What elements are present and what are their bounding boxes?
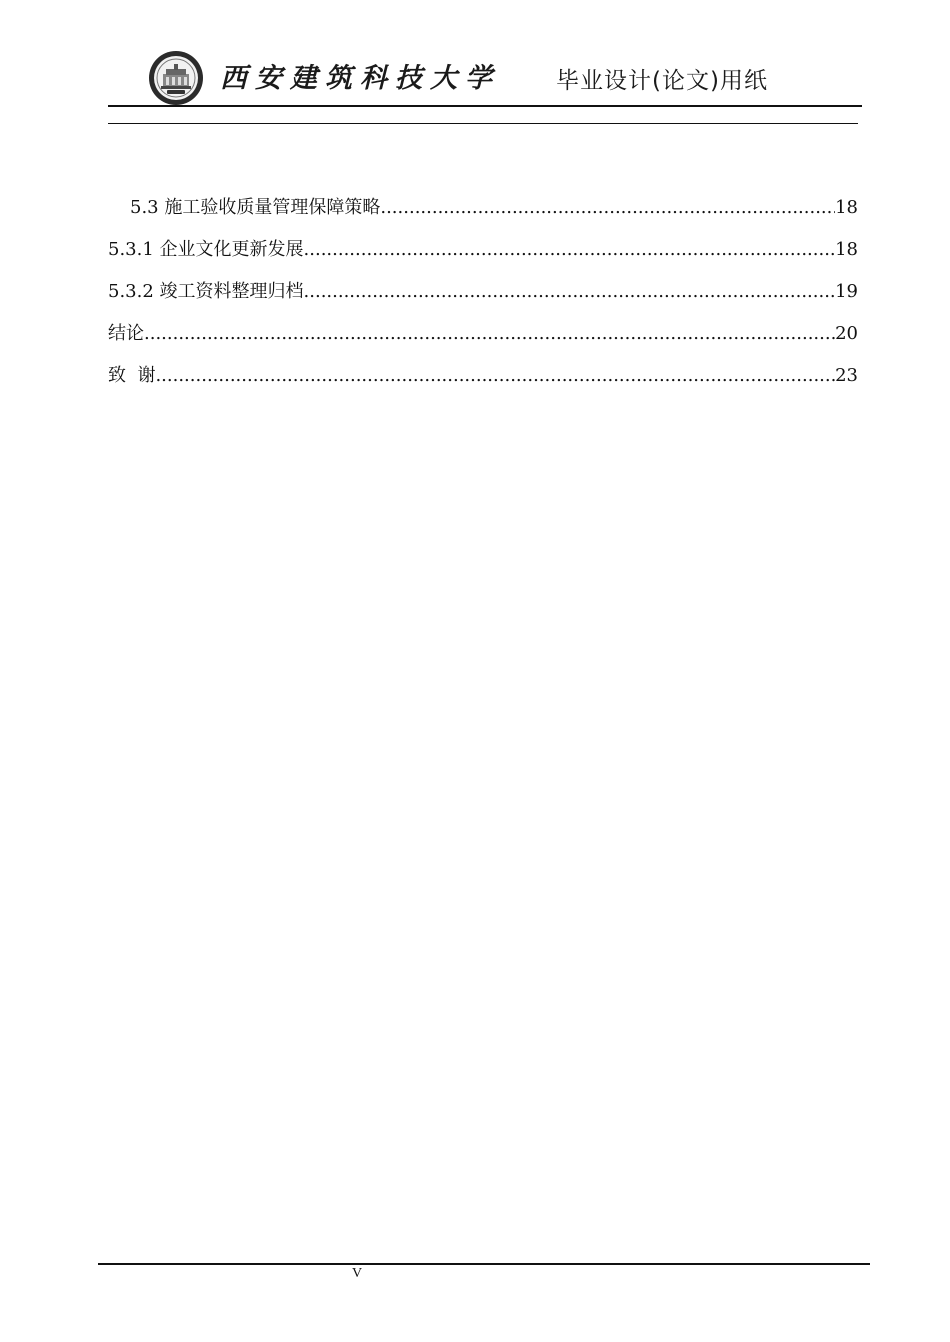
toc-entry-label: 致 谢 xyxy=(108,365,156,386)
toc-entry[interactable] xyxy=(108,238,858,280)
toc-leader-dots xyxy=(304,238,836,262)
toc-entry[interactable] xyxy=(108,196,858,238)
header-rule-bottom xyxy=(108,123,858,124)
toc-entry-page: 18 xyxy=(835,197,858,218)
footer-rule xyxy=(98,1263,870,1265)
toc-entry-page: 20 xyxy=(835,323,858,344)
toc-leader-dots xyxy=(155,364,835,388)
toc-leader-dots xyxy=(380,196,835,220)
toc-entry-label: 5.3 施工验收质量管理保障策略 xyxy=(130,197,381,218)
toc-leader-dots xyxy=(304,280,836,304)
toc-entry-page: 18 xyxy=(835,239,858,260)
toc-entry-page: 19 xyxy=(835,281,858,302)
toc-entry[interactable] xyxy=(108,322,858,364)
table-of-contents xyxy=(108,196,858,406)
toc-entry-label: 5.3.1 企业文化更新发展 xyxy=(108,239,304,260)
page-number: V xyxy=(352,1266,363,1281)
university-name: 西安建筑科技大学 xyxy=(220,63,500,94)
page-header xyxy=(108,44,862,106)
header-rule-top xyxy=(108,105,862,107)
toc-entry-label: 结论 xyxy=(108,323,144,344)
toc-leader-dots xyxy=(144,322,835,346)
university-seal-icon xyxy=(148,50,204,106)
toc-entry-page: 23 xyxy=(835,365,858,386)
toc-entry-label: 5.3.2 竣工资料整理归档 xyxy=(108,281,304,302)
paper-label: 毕业设计(论文)用纸 xyxy=(556,68,768,94)
toc-entry[interactable] xyxy=(108,364,858,406)
toc-entry[interactable] xyxy=(108,280,858,322)
